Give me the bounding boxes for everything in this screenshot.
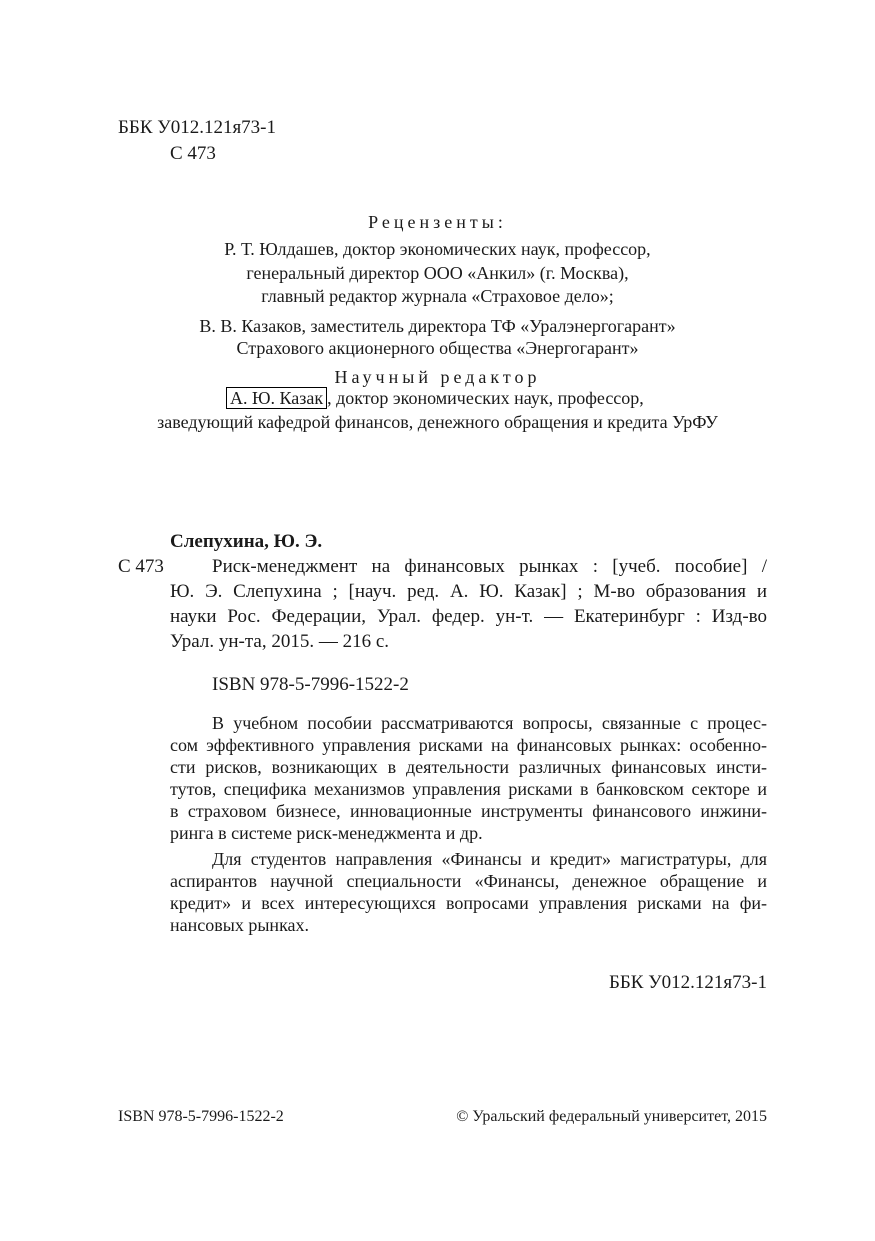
abstract-line: сти рисков, возникающих в деятельности различных финансовых инсти- (170, 757, 767, 777)
abstract-paragraph-1 (170, 712, 767, 844)
abstract-line: В учебном пособии рассматриваются вопросы, связанные с процес- (212, 713, 767, 733)
abstract-paragraph-2 (170, 848, 767, 936)
reviewers-heading: Рецензенты: (368, 212, 507, 232)
abstract-line: тутов, специфика механизмов управления рисками в банковском секторе и (170, 779, 767, 799)
abstract-line: кредит» и всех интересующихся вопросами управления рисками на фи- (170, 893, 767, 913)
catalog-entry-line: Ю. Э. Слепухина ; [науч. ред. А. Ю. Казак] ; М-во образования и (170, 581, 767, 602)
footer-isbn: ISBN 978-5-7996-1522-2 (118, 1108, 284, 1125)
bbk-code: ББК У012.121я73-1 (118, 117, 277, 138)
catalog-entry-line: Риск-менеджмент на финансовых рынках : [учеб. пособие] / (212, 556, 767, 577)
reviewer-2-line: Страхового акционерного общества «Энергогарант» (236, 338, 639, 358)
reviewer-1-line: генеральный директор ООО «Анкил» (г. Москва), (246, 263, 629, 283)
catalog-entry-line: Урал. ун-та, 2015. — 216 с. (170, 631, 390, 652)
editor-heading: Научный редактор (334, 367, 541, 387)
abstract-line: ринга в системе риск-менеджмента и др. (170, 823, 483, 843)
editor-name: А. Ю. Казак (226, 387, 327, 409)
abstract-line: Для студентов направления «Финансы и кредит» магистратуры, для (212, 849, 767, 869)
catalog-code: С 473 (118, 556, 164, 577)
reviewer-1-line: Р. Т. Юлдашев, доктор экономических наук, профессор, (224, 239, 651, 259)
editor-credentials: , доктор экономических наук, профессор, (327, 388, 644, 408)
editor-position: заведующий кафедрой финансов, денежного обращения и кредита УрФУ (157, 412, 718, 432)
reviewer-2-line: В. В. Казаков, заместитель директора ТФ «Уралэнергогарант» (199, 316, 676, 336)
catalog-entry (170, 555, 767, 655)
abstract-line: в страховом бизнесе, инновационные инструменты финансового инжини- (170, 801, 767, 821)
catalog-entry-line: науки Рос. Федерации, Урал. федер. ун-т. — Екатеринбург : Изд-во (170, 606, 767, 627)
abstract-line: аспирантов научной специальности «Финансы, денежное обращение и (170, 871, 767, 891)
catalog-isbn: ISBN 978-5-7996-1522-2 (212, 674, 409, 695)
bottom-bbk-code: ББК У012.121я73-1 (608, 972, 767, 993)
abstract-line: сом эффективного управления рисками на финансовых рынках: особенно- (170, 735, 767, 755)
reviewer-1-line: главный редактор журнала «Страховое дело»; (261, 286, 614, 306)
author-mark-code: С 473 (170, 143, 216, 164)
abstract-line: нансовых рынках. (170, 915, 310, 935)
footer-copyright: © Уральский федеральный университет, 2015 (456, 1108, 767, 1125)
editor-line-1 (226, 387, 644, 409)
catalog-author: Слепухина, Ю. Э. (170, 531, 323, 552)
